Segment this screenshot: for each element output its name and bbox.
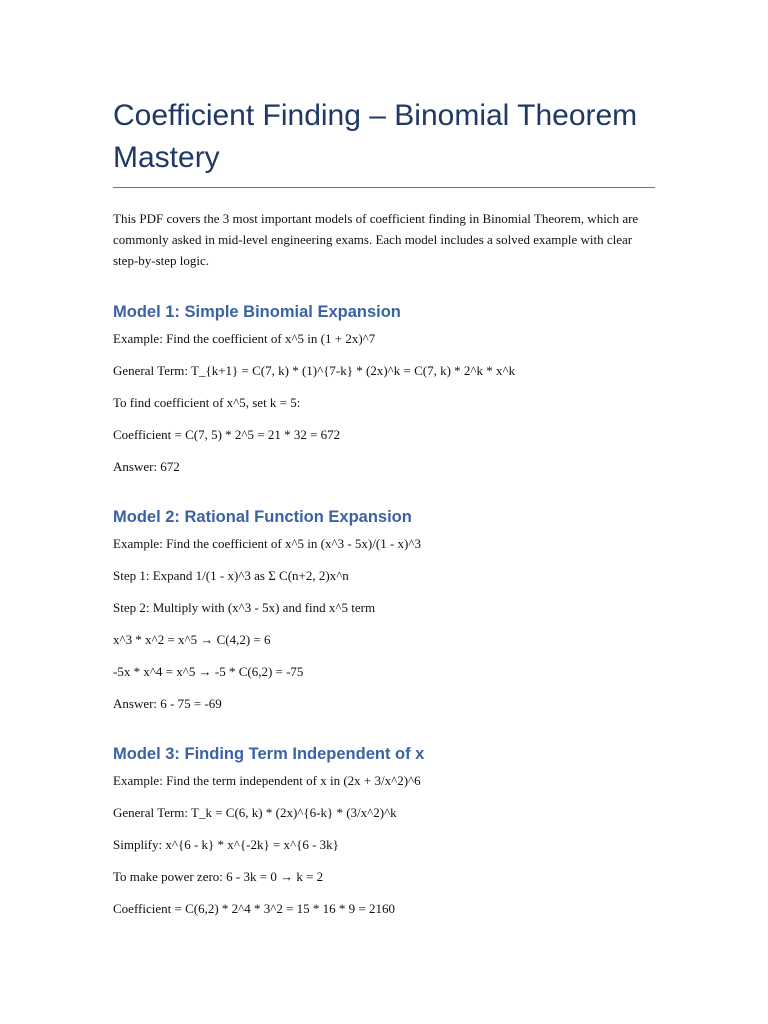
step-line: Step 2: Multiply with (x^3 - 5x) and find x^5 term	[113, 600, 376, 615]
step-line: Coefficient = C(6,2) * 2^4 * 3^2 = 15 * 16 * 9 = 2160	[113, 901, 396, 916]
section-model-1	[113, 301, 655, 476]
section-heading: Model 2: Rational Function Expansion	[113, 508, 412, 526]
title-divider	[113, 187, 655, 188]
document-page	[113, 0, 655, 918]
answer-line: Answer: 6 - 75 = -69	[113, 696, 222, 711]
section-model-3	[113, 743, 655, 918]
intro-paragraph: This PDF covers the 3 most important models of coefficient finding in Binomial Theorem, which are commonly asked in mid-level engineering exams. Each model includes a solved example with clear step-by-step logic.	[113, 211, 639, 268]
example-line: Example: Find the coefficient of x^5 in (x^3 - 5x)/(1 - x)^3	[113, 536, 421, 551]
step-line: To make power zero: 6 - 3k = 0 → k = 2	[113, 869, 324, 884]
step-line: General Term: T_k = C(6, k) * (2x)^{6-k} * (3/x^2)^k	[113, 805, 397, 820]
step-line: Step 1: Expand 1/(1 - x)^3 as Σ C(n+2, 2)x^n	[113, 568, 349, 583]
step-line: Coefficient = C(7, 5) * 2^5 = 21 * 32 = 672	[113, 427, 341, 442]
step-line: Simplify: x^{6 - k} * x^{-2k} = x^{6 - 3k}	[113, 837, 339, 852]
step-line: To find coefficient of x^5, set k = 5:	[113, 395, 301, 410]
answer-line: Answer: 672	[113, 459, 180, 474]
step-line: -5x * x^4 = x^5 → -5 * C(6,2) = -75	[113, 664, 304, 679]
section-heading: Model 1: Simple Binomial Expansion	[113, 303, 401, 321]
section-model-2	[113, 506, 655, 713]
example-line: Example: Find the term independent of x in (2x + 3/x^2)^6	[113, 773, 421, 788]
step-line: General Term: T_{k+1} = C(7, k) * (1)^{7-k} * (2x)^k = C(7, k) * 2^k * x^k	[113, 363, 516, 378]
document-title: Coefficient Finding – Binomial Theorem Mastery	[113, 99, 638, 174]
step-line: x^3 * x^2 = x^5 → C(4,2) = 6	[113, 632, 271, 647]
example-line: Example: Find the coefficient of x^5 in (1 + 2x)^7	[113, 331, 376, 346]
section-heading: Model 3: Finding Term Independent of x	[113, 745, 425, 763]
